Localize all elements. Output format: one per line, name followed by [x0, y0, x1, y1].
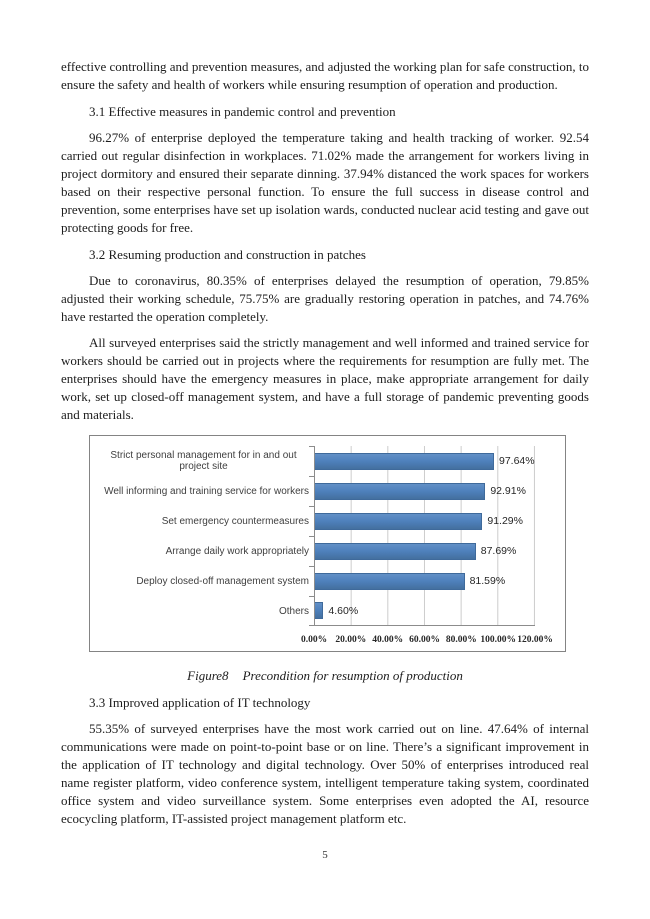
chart-bar [315, 573, 465, 590]
chart-row [98, 476, 565, 506]
figure-8-bar-chart [89, 435, 566, 652]
chart-category-label: Others [278, 605, 309, 617]
chart-plot-cell [314, 536, 535, 566]
chart-x-axis [98, 626, 565, 646]
figure-caption-label: Figure8 [187, 668, 229, 683]
paragraph-intro: effective controlling and prevention measures, and adjusted the working plan for safe construction, to ensure the safety and health of workers while ensuring resumption of operation and production. [61, 59, 589, 92]
chart-value-label: 97.64% [499, 455, 535, 467]
figure-caption-text: Precondition for resumption of production [242, 668, 463, 683]
chart-value-label: 91.29% [487, 515, 523, 527]
chart-category-label: Set emergency countermeasures [161, 515, 309, 527]
paragraph-3-1: 96.27% of enterprise deployed the temperature taking and health tracking of worker. 92.54 carried out regular disinfection in workplaces. 71.02% made the arrangement for workers living in project dormitory and ensured their separate dinning. 37.94% distanced the work spaces for workers based on their respective personal function. To ensure the full success in disease control and prevention, some enterprises have set up isolation wards, conducted nuclear acid testing and gave out protecting goods for free. [61, 130, 589, 235]
heading-3-2: 3.2 Resuming production and construction in patches [89, 247, 366, 262]
paragraph-3-3: 55.35% of surveyed enterprises have the most work carried out on line. 47.64% of internal communications were made on point-to-point base or on line. There’s a significant improvement in the application of IT technology and digital technology. Over 50% of enterprises introduced real name register platform, video conference system, intelligent temperature taking system, coordinated office system and video surveillance system. Some enterprises even adopted the AI, resource ecocycling platform, IT-assisted project management platform etc. [61, 721, 589, 826]
paragraph-3-2-a: Due to coronavirus, 80.35% of enterprises delayed the resumption of operation, 79.85% adjusted their working schedule, 75.75% are gradually restoring operation in patches, and 74.76% have restarted the operation completely. [61, 273, 589, 324]
x-axis-spacer [98, 626, 314, 646]
chart-plot-cell [314, 446, 535, 476]
chart-category-label: Deploy closed-off management system [136, 575, 309, 587]
heading-3-1: 3.1 Effective measures in pandemic control and prevention [89, 104, 396, 119]
chart-row [98, 446, 565, 476]
chart-value-label: 92.91% [490, 485, 526, 497]
chart-row [98, 536, 565, 566]
page-number: 5 [322, 849, 328, 861]
x-axis-tick-label: 0.00% [300, 635, 328, 645]
chart-row [98, 506, 565, 536]
chart-plot-cell [314, 476, 535, 506]
x-axis-tick-label: 120.00% [517, 635, 553, 645]
heading-3-3: 3.3 Improved application of IT technology [89, 695, 311, 710]
chart-value-label: 87.69% [480, 545, 517, 557]
figure-caption [61, 667, 589, 685]
chart-plot-cell [314, 566, 535, 596]
chart-bar [315, 543, 476, 560]
chart-row [98, 596, 565, 626]
chart-bar [315, 453, 494, 470]
chart-plot-cell [314, 506, 535, 536]
chart-bar [315, 513, 482, 530]
chart-value-label: 81.59% [469, 575, 506, 587]
paragraph-3-2-b: All surveyed enterprises said the strictly management and well informed and trained service for workers should be carried out in projects where the requirements for resumption are fully met. The enterprises should have the emergency measures in place, make appropriate arrangement for daily work, set up closed-off management system, and have a full storage of pandemic preventing goods and materials. [61, 335, 589, 422]
chart-bar [315, 602, 323, 619]
x-axis-tick-label: 80.00% [445, 635, 477, 645]
chart-value-label: 4.60% [328, 604, 359, 617]
chart-row [98, 566, 565, 596]
x-axis-tick-label: 20.00% [335, 635, 367, 645]
chart-category-label: Strict personal management for in and out project site [110, 450, 297, 472]
x-axis-tick-label: 100.00% [480, 635, 516, 645]
x-axis-labels [300, 626, 553, 646]
chart-plot-cell [314, 596, 535, 626]
x-axis-tick-label: 60.00% [409, 635, 440, 645]
chart-category-label: Arrange daily work appropriately [165, 545, 309, 557]
chart-category-label: Well informing and training service for workers [104, 485, 309, 497]
x-axis-tick-label: 40.00% [372, 635, 404, 645]
chart-rows [98, 446, 565, 626]
chart-bar [315, 483, 485, 500]
document-body [61, 58, 589, 828]
